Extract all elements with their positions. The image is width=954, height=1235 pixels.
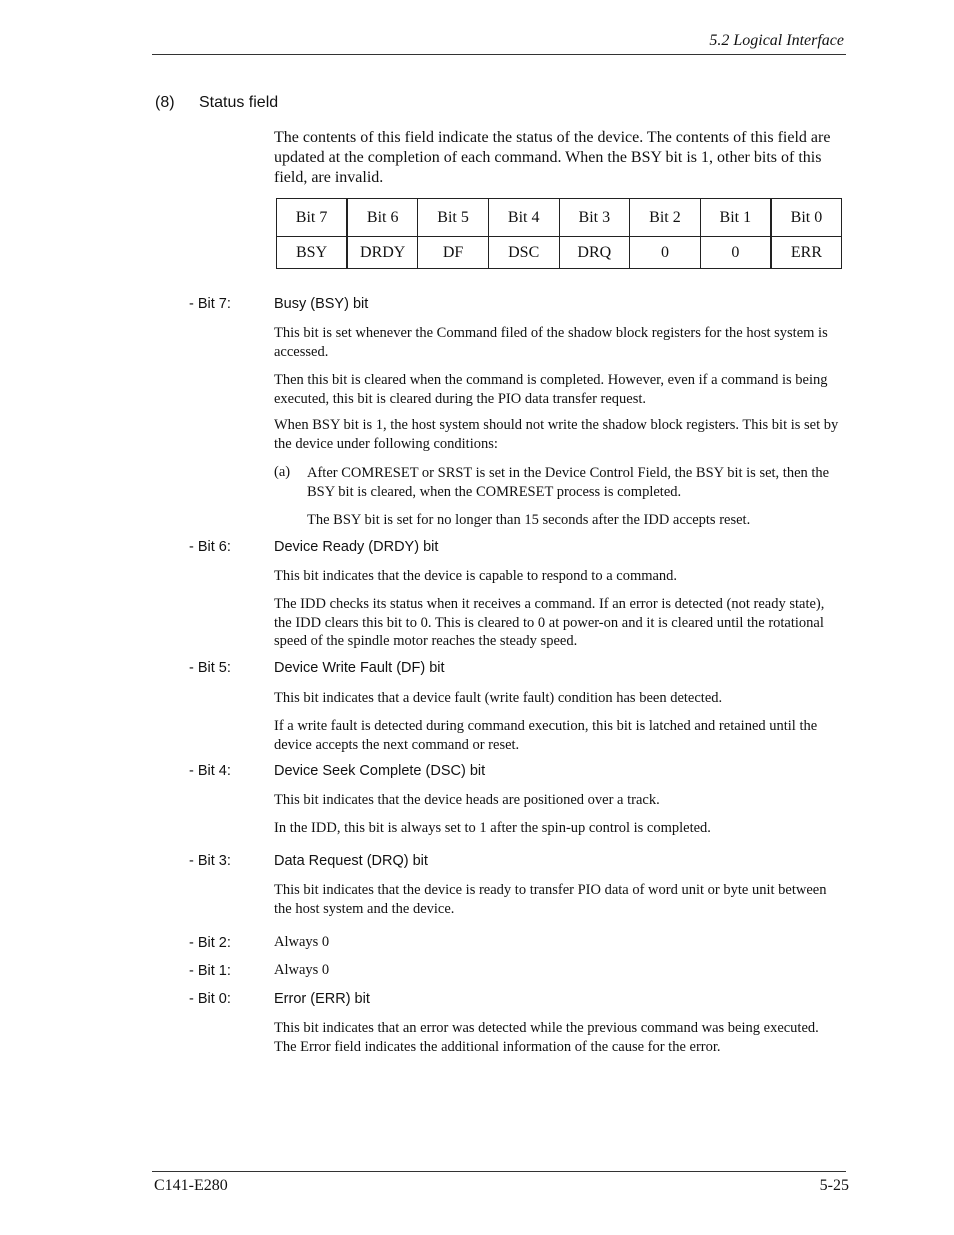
- document-id: C141-E280: [154, 1177, 228, 1194]
- bit7-paragraph-1: This bit is set whenever the Command filed of the shadow block registers for the host system is accessed.: [274, 325, 828, 360]
- table-header-cell: Bit 2: [630, 199, 701, 237]
- table-value-cell: 0: [630, 237, 701, 269]
- bit1-label: - Bit 1:: [189, 963, 231, 979]
- bit0-label: - Bit 0:: [189, 991, 231, 1007]
- table-header-cell: Bit 6: [347, 199, 418, 237]
- bit6-label: - Bit 6:: [189, 539, 231, 555]
- intro-paragraph: The contents of this field indicate the status of the device. The contents of this field are updated at the completion of each command. When the BSY bit is 1, other bits of this field, are invalid.: [274, 129, 831, 186]
- bit5-paragraph-1: This bit indicates that a device fault (write fault) condition has been detected.: [274, 690, 723, 706]
- table-header-cell: Bit 1: [700, 199, 771, 237]
- bit0-paragraph-1: This bit indicates that an error was detected while the previous command was being executed. The Error field indicates the additional information of the cause for the error.: [274, 1020, 819, 1055]
- bit7-item-label: (a): [274, 464, 291, 480]
- bit7-item-text: After COMRESET or SRST is set in the Device Control Field, the BSY bit is set, then the BSY bit is cleared, when the COMRESET process is completed.: [307, 465, 830, 500]
- table-header-row: [277, 199, 842, 237]
- bit3-title: Data Request (DRQ) bit: [274, 853, 428, 869]
- table-header-cell: Bit 5: [418, 199, 489, 237]
- bit6-paragraph-1: This bit indicates that the device is capable to respond to a command.: [274, 568, 678, 584]
- table-value-cell: 0: [700, 237, 771, 269]
- bit4-title: Device Seek Complete (DSC) bit: [274, 763, 486, 779]
- table-header-cell: Bit 4: [488, 199, 559, 237]
- section-number: (8): [155, 94, 175, 111]
- bit0-title: Error (ERR) bit: [274, 991, 370, 1007]
- table-value-cell: ERR: [771, 237, 842, 269]
- footer-rule: [152, 1171, 846, 1172]
- table-value-cell: DF: [418, 237, 489, 269]
- table-value-cell: DSC: [488, 237, 559, 269]
- table-value-cell: DRQ: [559, 237, 630, 269]
- bit3-paragraph-1: This bit indicates that the device is ready to transfer PIO data of word unit or byte unit between the host system and the device.: [274, 882, 827, 917]
- table-value-row: [277, 237, 842, 269]
- page-number: 5-25: [819, 1177, 849, 1194]
- bit2-text: Always 0: [274, 934, 330, 950]
- table-header-cell: Bit 0: [771, 199, 842, 237]
- running-header: 5.2 Logical Interface: [709, 32, 844, 49]
- bit5-title: Device Write Fault (DF) bit: [274, 660, 445, 676]
- table-header-cell: Bit 7: [277, 199, 348, 237]
- bit7-item-text-2: The BSY bit is set for no longer than 15 seconds after the IDD accepts reset.: [307, 512, 751, 528]
- section-title: Status field: [199, 94, 279, 111]
- bit2-label: - Bit 2:: [189, 935, 231, 951]
- bit1-text: Always 0: [274, 962, 330, 978]
- bit4-paragraph-2: In the IDD, this bit is always set to 1 after the spin-up control is completed.: [274, 820, 711, 836]
- bit6-title: Device Ready (DRDY) bit: [274, 539, 439, 555]
- bit7-label: - Bit 7:: [189, 296, 231, 312]
- bit7-paragraph-3: When BSY bit is 1, the host system should not write the shadow block registers. This bit is set by the device under following conditions:: [274, 417, 839, 452]
- bit4-label: - Bit 4:: [189, 763, 231, 779]
- status-bit-table: [276, 198, 842, 269]
- bit7-title: Busy (BSY) bit: [274, 296, 369, 312]
- bit4-paragraph-1: This bit indicates that the device heads are positioned over a track.: [274, 792, 660, 808]
- bit3-label: - Bit 3:: [189, 853, 231, 869]
- bit6-paragraph-2: The IDD checks its status when it receives a command. If an error is detected (not ready state), the IDD clears this bit to 0. This is cleared to 0 at power-on and it is cleared until the rotational speed of the spindle motor reaches the steady speed.: [274, 596, 825, 649]
- bit5-label: - Bit 5:: [189, 660, 231, 676]
- bit7-paragraph-2: Then this bit is cleared when the command is completed. However, even if a command is being executed, this bit is cleared during the PIO data transfer request.: [274, 372, 828, 407]
- bit5-paragraph-2: If a write fault is detected during command execution, this bit is latched and retained until the device accepts the next command or reset.: [274, 718, 818, 753]
- table-header-cell: Bit 3: [559, 199, 630, 237]
- table-value-cell: BSY: [277, 237, 348, 269]
- table-value-cell: DRDY: [347, 237, 418, 269]
- header-rule: [152, 54, 846, 55]
